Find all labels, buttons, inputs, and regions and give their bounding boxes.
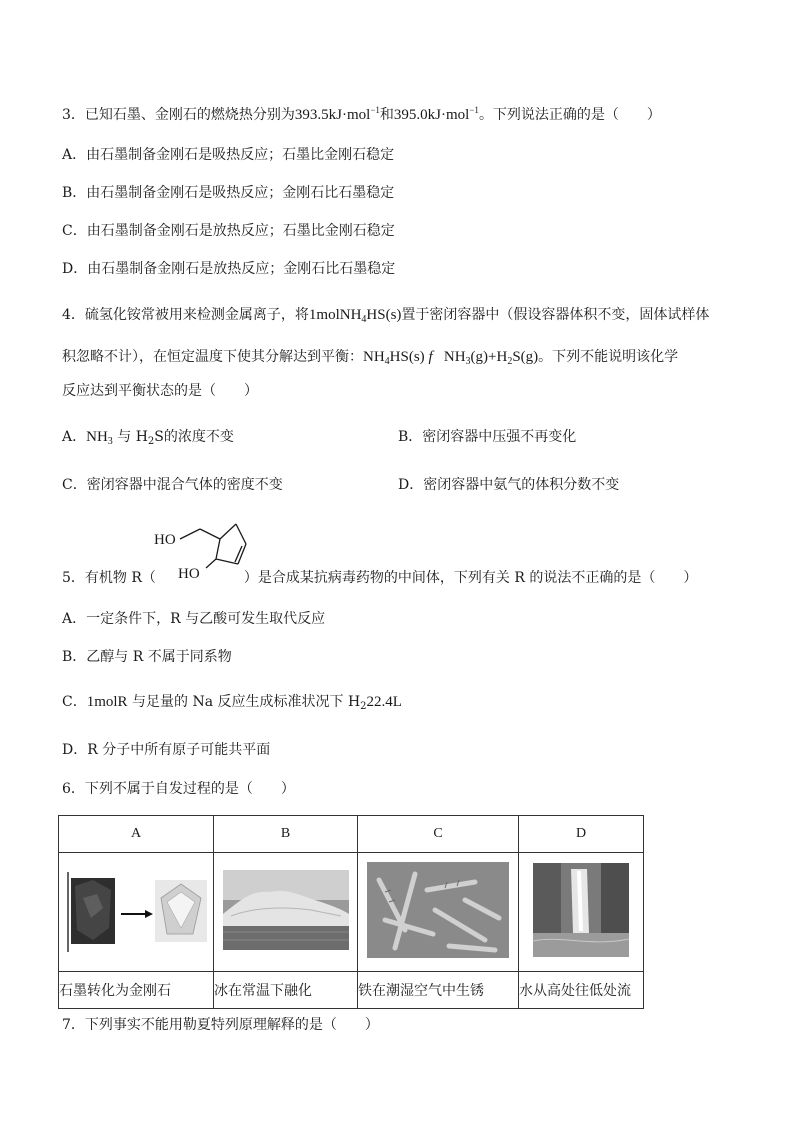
- q4-equation: $NH_4HS(s)$ f $NH_3(g)+H_2S(g)$: [363, 349, 539, 367]
- ring-bond-2: [236, 524, 246, 544]
- q3-conj: 和: [379, 107, 394, 123]
- q4-stem-line2: 积忽略不计），在恒定温度下使其分解达到平衡：$NH_4HS(s)$ f $NH_3(g)+H_2S(g)$。下列不能说明该化学: [62, 349, 679, 367]
- q6-image-d: [519, 853, 644, 972]
- hydroxyl-top-label: HO: [154, 532, 176, 548]
- q6-image-c: [358, 853, 519, 972]
- q3-option-d: D．由石墨制备金刚石是放热反应；金刚石比石墨稳定: [62, 261, 396, 277]
- q6-image-b: [214, 853, 358, 972]
- q6-stem: 6．下列不属于自发过程的是（ ）: [62, 781, 295, 797]
- q6-caption-d: 水从高处往低处流: [519, 972, 644, 1009]
- q3-option-a: A．由石墨制备金刚石是吸热反应；石墨比金刚石稳定: [62, 147, 395, 163]
- q6-caption-b: 冰在常温下融化: [214, 972, 358, 1009]
- q6-header-a: A: [59, 816, 214, 853]
- q6-header-c: C: [358, 816, 519, 853]
- q3-stem: [62, 100, 661, 125]
- waterfall-image: [531, 861, 631, 959]
- bond-ring-oh: [206, 559, 216, 568]
- q6-caption-c: 铁在潮湿空气中生锈: [358, 972, 519, 1009]
- rusty-screws-image: [365, 860, 511, 960]
- q3-value-2: 395.0kJ·mol$^{-1}$: [393, 105, 479, 123]
- q7-stem: 7．下列事实不能用勒夏特列原理解释的是（ ）: [62, 1017, 379, 1033]
- graphite-to-diamond-image: [63, 868, 209, 952]
- q4-option-c: C．密闭容器中混合气体的密度不变: [62, 477, 283, 493]
- ring-bond-1: [220, 524, 236, 539]
- q6-header-b: B: [214, 816, 358, 853]
- q4-stem-line3: 反应达到平衡状态的是（ ）: [62, 383, 258, 399]
- q6-table: [58, 815, 644, 1009]
- q5-option-c: C．1molR 与足量的 Na 反应生成标准状况下 $H_222.4L$: [62, 694, 402, 712]
- q3-stem-text: 3．已知石墨、金刚石的燃烧热分别为: [62, 107, 295, 123]
- ring-double-bond: [235, 546, 242, 562]
- q4-option-d: D．密闭容器中氨气的体积分数不变: [398, 477, 620, 493]
- q6-caption-a: 石墨转化为金刚石: [59, 972, 214, 1009]
- hydroxyl-bottom-label: HO: [178, 566, 200, 582]
- ring-bond-5: [216, 539, 220, 559]
- bond-ho-ch2: [180, 529, 200, 539]
- q3-option-c: C．由石墨制备金刚石是放热反应；石墨比金刚石稳定: [62, 223, 395, 239]
- q5-stem: 5．有机物 R（ ）是合成某抗病毒药物的中间体，下列有关 R 的说法不正确的是（ ）: [62, 570, 698, 586]
- bond-ch2-ring: [200, 529, 220, 539]
- q3-option-b: B．由石墨制备金刚石是吸热反应；金刚石比石墨稳定: [62, 185, 395, 201]
- q6-image-a: [59, 853, 214, 972]
- q3-value-1: 393.5kJ·mol$^{-1}$: [294, 105, 380, 123]
- q4-stem-line1: 4．硫氢化铵常被用来检测金属离子，将1molNH$_4$HS(s)置于密闭容器中（假设容器体积不变，固体试样体: [62, 307, 710, 325]
- iceberg-image: [221, 870, 351, 950]
- q4-option-b: B．密闭容器中压强不再变化: [398, 429, 577, 445]
- q5-option-d: D．R 分子中所有原子可能共平面: [62, 742, 271, 758]
- q3-stem-tail: 。下列说法正确的是（ ）: [478, 107, 661, 123]
- q4-option-a: A．$NH_3$ 与 $H_2S$的浓度不变: [62, 429, 234, 447]
- q6-header-d: D: [519, 816, 644, 853]
- q5-option-a: A．一定条件下，R 与乙酸可发生取代反应: [62, 611, 326, 627]
- q5-option-b: B．乙醇与 R 不属于同系物: [62, 649, 232, 665]
